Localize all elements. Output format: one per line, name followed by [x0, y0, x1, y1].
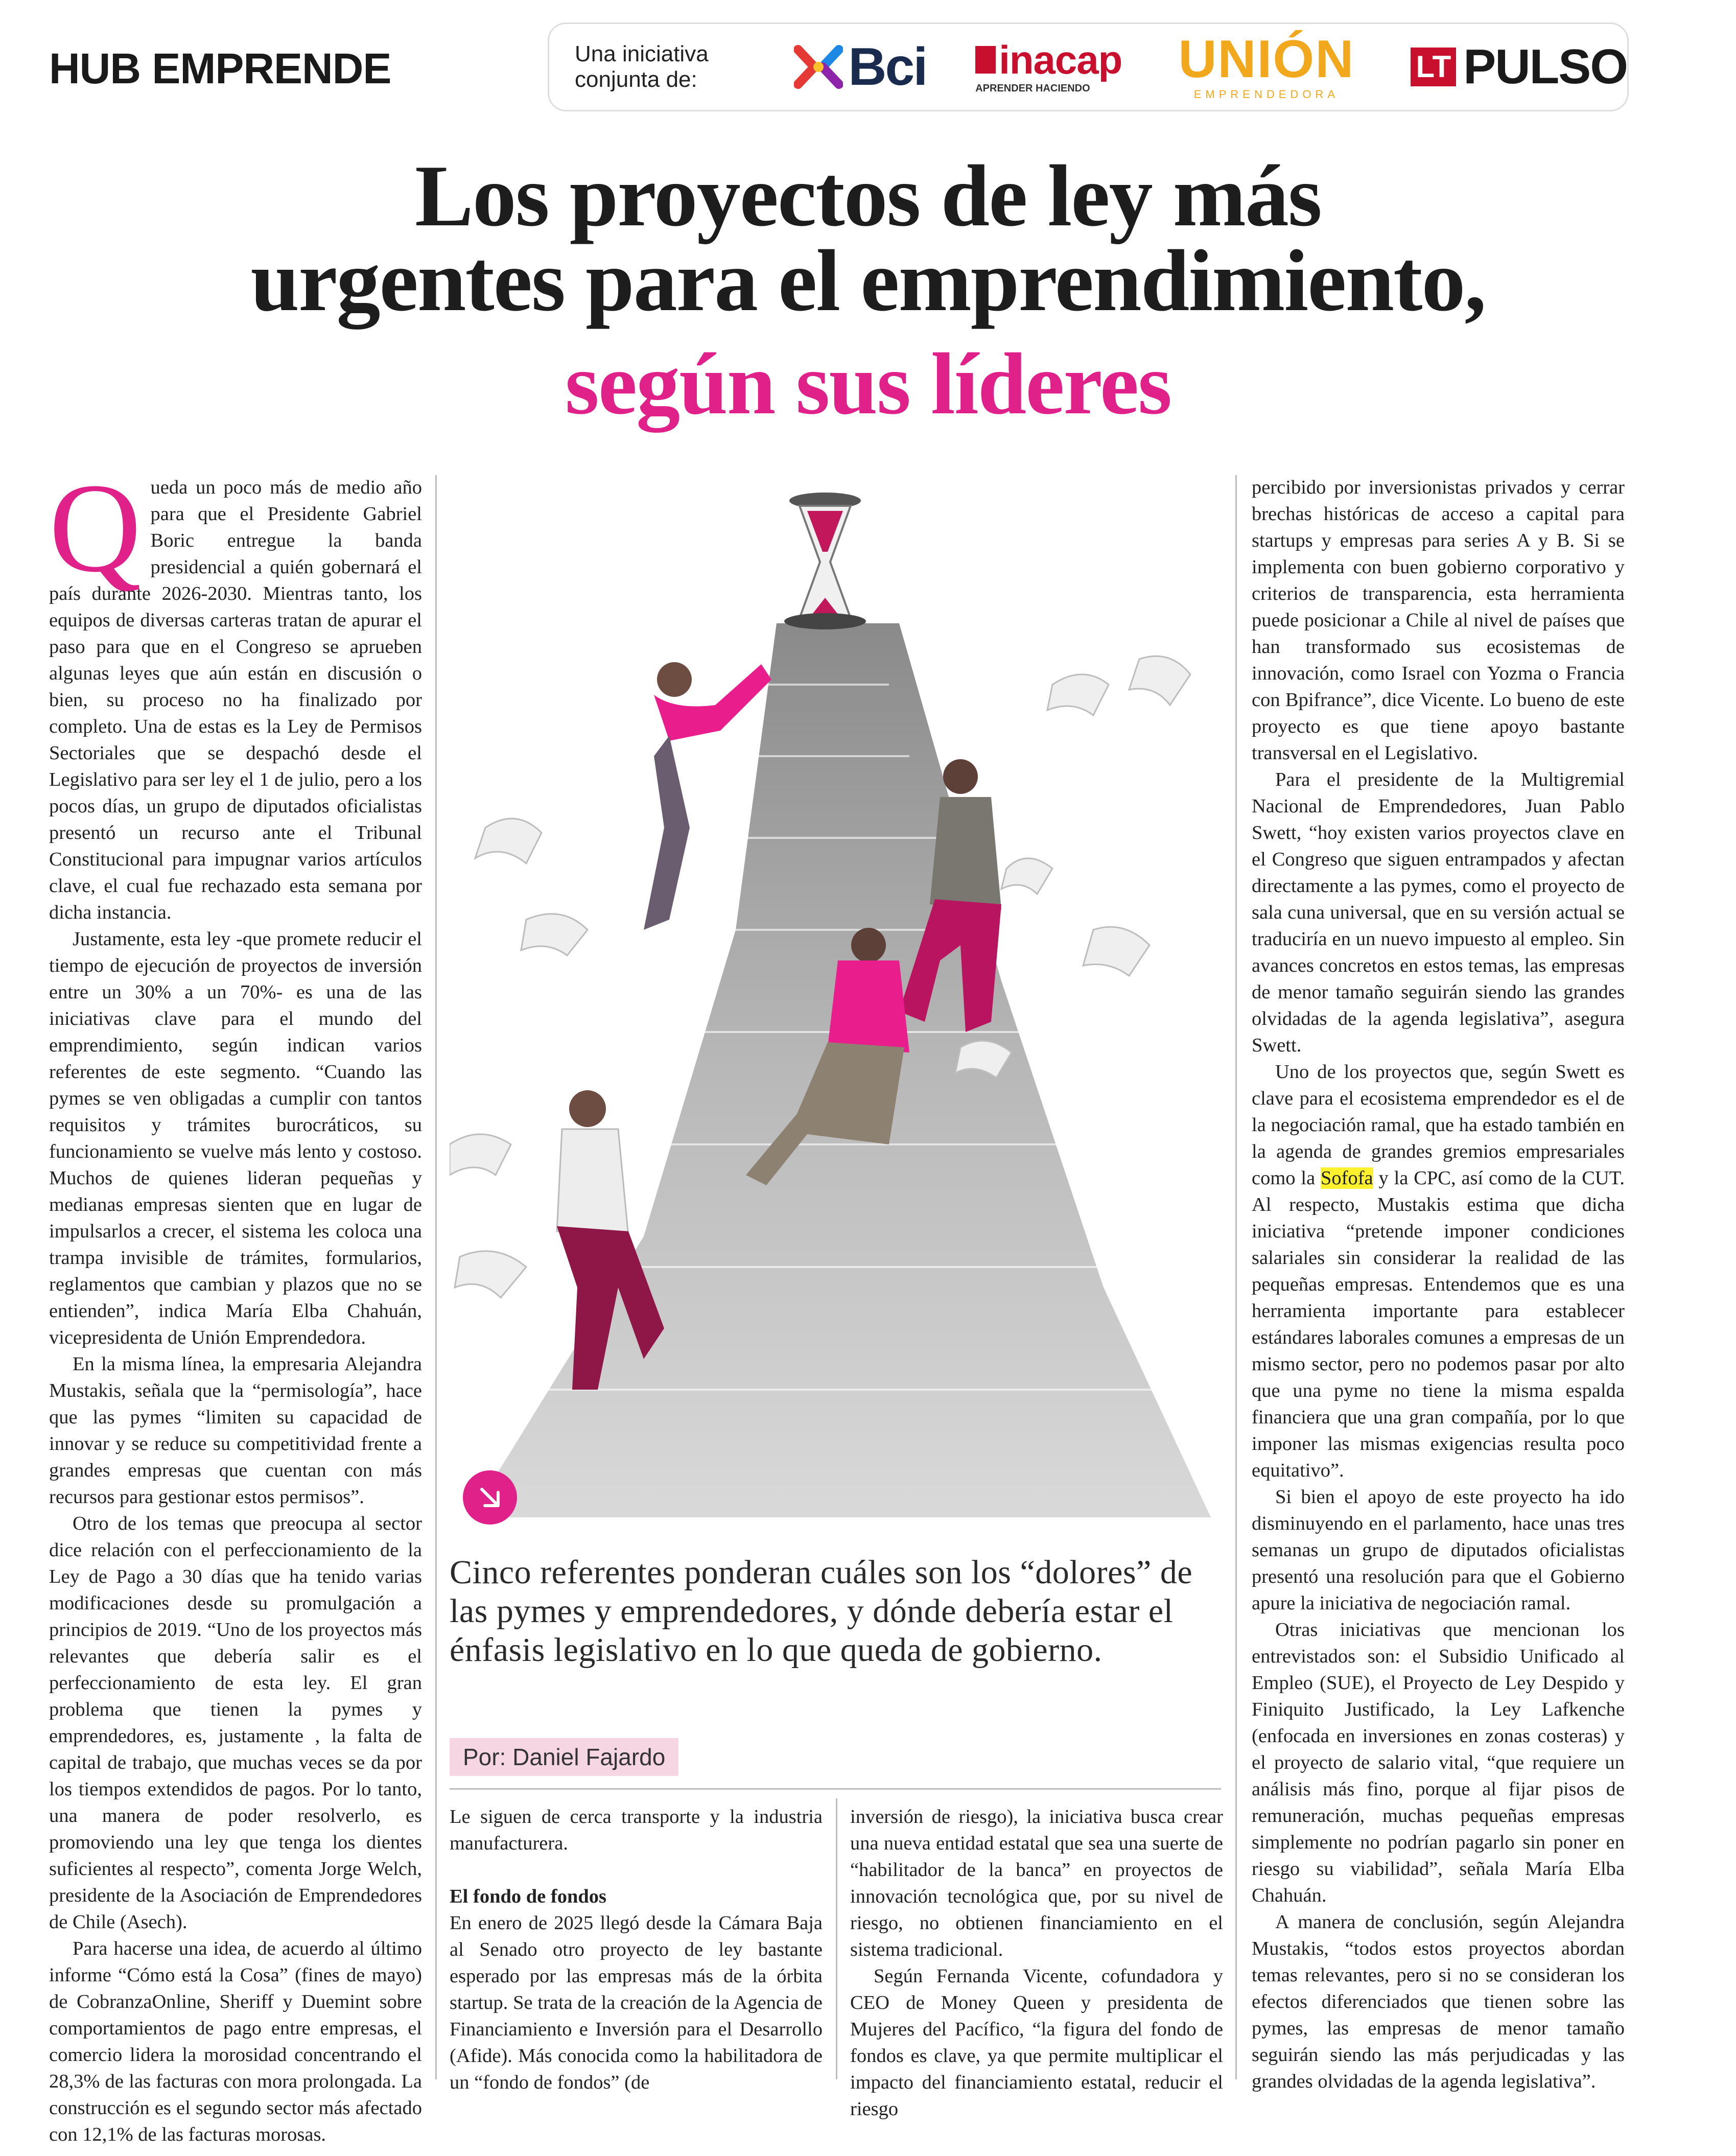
inacap-tagline: APRENDER HACIENDO: [975, 82, 1090, 94]
paragraph: percibido por inversionistas privados y cerrar brechas históricas de acceso a capital para startups y empresas para series A y B. Si se implementa con buen gobierno corporativo y criterios de transparencia, esta herramienta puede posicionar a Chile al nivel de países que han transformado sus ecosistemas de innovación, como Israel con Yozma o Francia con Bpifrance”, dice Vicente. Lo bueno de este proyecto es que tiene apoyo bastante transversal en el Legislativo.: [1252, 477, 1625, 764]
bci-logo[interactable]: [794, 37, 926, 98]
column-divider: [435, 475, 437, 2079]
paragraph: Según Fernanda Vicente, cofundadora y CEO de Money Queen y presidenta de Mujeres del Pacífico, “la figura del fondo de fondos es clave, ya que permite multiplicar el impacto del financiamiento estatal, reducir el riesgo: [850, 1965, 1223, 2120]
paragraph: Para el presidente de la Multigremial Nacional de Emprendedores, Juan Pablo Swett, “hoy existen varios proyectos clave en el Congreso que siguen entrampados y afectan directamente a las pymes, como el proyecto de sala cuna universal, que en su versión actual se traduciría en un nuevo impuesto al empleo. Sin avances concretos en estos temas, las empresas de menor tamaño seguirán siendo las grandes olvidadas de la agenda legislativa”, asegura Swett.: [1252, 769, 1625, 1056]
union-wordmark: UNIÓN: [1178, 30, 1355, 89]
union-tagline: EMPRENDEDORA: [1193, 88, 1339, 101]
article-deck: Cinco referentes ponderan cuáles son los “dolores” de las pymes y emprendedores, y dónde debería estar el énfasis legislativo en lo que queda de gobierno.: [450, 1554, 1193, 1669]
bci-x-icon: [794, 42, 843, 91]
paragraph: Si bien el apoyo de este proyecto ha ido disminuyendo en el parlamento, hace unas tres semanas un grupo de diputados oficialistas presentó una resolución para que el Gobierno apure la iniciativa de negociación ramal.: [1252, 1486, 1625, 1614]
hourglass-icon: [784, 493, 866, 629]
paragraph-text: y la CPC, así como de la CUT. Al respecto, Mustakis estima que dicha iniciativa “pretende imponer condiciones salariales sin considerar la realidad de las pequeñas empresas. Entendemos que es una herramienta importante para establecer estándares laborales comunes a empresas de un mismo sector, pero no podemos pasar por alto que una pyme no tiene la misma espalda financiera que una gran compañía, por lo que imponer las mismas exigencias resulta poco equitativo”.: [1252, 1167, 1625, 1481]
inacap-logo[interactable]: [975, 37, 1122, 95]
lt-mark: LT: [1411, 48, 1456, 86]
inacap-mark-icon: [975, 46, 996, 74]
headline-line-3: según sus líderes: [565, 336, 1171, 433]
article-column-1: [49, 457, 422, 2148]
paragraph: Otras iniciativas que mencionan los entrevistados son: el Subsidio Unificado al Empleo (SUE), el Proyecto de Ley Despido y Finiquito Justificado, la Ley Lafkenche (enfocada en inversiones en zonas costeras) y el proyecto de salario vital, “que requiere un análisis más fino, porque al fijar pisos de remuneración, muchas pequeñas empresas simplemente no podrían pagarlo sin poner en riesgo su viabilidad”, señala María Elba Chahuán.: [1252, 1619, 1625, 1906]
column-divider: [836, 1798, 837, 2079]
subheading: El fondo de fondos: [450, 1886, 607, 1907]
paragraph: ueda un poco más de medio año para que el Presidente Gabriel Boric entregue la banda presidencial a quién gobernará el país durante 2026-2030. Mientras tanto, los equipos de diversas carteras tratan de apurar el paso para que en el Congreso se aprueben algunas leyes que aún están en discusión o bien, su proceso no ha finalizado por completo. Una de estas es la Ley de Permisos Sectoriales que se despachó desde el Legislativo para ser ley el 1 de julio, pero a los pocos días, un grupo de diputados oficialistas presentó un recurso ante el Tribunal Constitucional para impugnar varios artículos clave, el cual fue rechazado esta semana por dicha instancia.: [49, 477, 422, 923]
union-emprendedora-logo[interactable]: [1178, 30, 1355, 101]
headline-line-1: Los proyectos de ley más: [415, 148, 1321, 245]
paragraph: [1252, 1059, 1625, 1484]
headline-line-2: urgentes para el emprendimiento,: [250, 232, 1486, 330]
article-column-4: [1252, 474, 1625, 2095]
drop-cap: Q: [49, 457, 142, 599]
sponsor-bar: [548, 22, 1629, 111]
arrow-down-right-button[interactable]: [463, 1470, 517, 1525]
byline: Por: Daniel Fajardo: [450, 1738, 678, 1776]
section-title: HUB EMPRENDE: [49, 44, 391, 92]
paragraph: Otro de los temas que preocupa al sector dice relación con el perfeccionamiento de la Ley de Pago a 30 días que ha tenido varias modificaciones desde su promulgación a principios de 2019. “Uno de los proyectos más relevantes que debería salir es el perfeccionamiento de esta ley. El gran problema que tienen la pymes y emprendedores, es, justamente , la falta de capital de trabajo, que muchas veces se da por los tiempos extendidos de pagos. Por lo tanto, una manera de poder resolverlo, es promoviendo una ley que tenga los dientes suficientes al respecto”, comenta Jorge Welch, presidente de la Asociación de Emprendedores de Chile (Asech).: [49, 1513, 422, 1933]
bci-wordmark: Bci: [848, 37, 927, 97]
highlighted-word: Sofofa: [1321, 1167, 1373, 1189]
paragraph: A manera de conclusión, según Alejandra Mustakis, “todos estos proyectos abordan temas relevantes, pero si no se consideran los efectos diferenciados que tienen sobre las pymes, las empresas de menor tamaño seguirán siendo las más perjudicadas y las grandes olvidadas de la agenda legislativa”.: [1252, 1911, 1625, 2092]
column-divider: [1235, 475, 1237, 2079]
pulso-wordmark: PULSO: [1463, 39, 1627, 94]
paragraph: Para hacerse una idea, de acuerdo al último informe “Cómo está la Cosa” (fines de mayo) de CobranzaOnline, Sheriff y Duemint sobre comportamientos de pago entre empresas, el comercio lidera la morosidad concentrando el 28,3% de las facturas con mora prolongada. La construcción es el segundo sector más afectado con 12,1% de las facturas morosas.: [49, 1938, 422, 2145]
arrow-down-right-icon: [476, 1483, 504, 1512]
article-column-2: [450, 1803, 823, 2096]
paragraph: inversión de riesgo), la iniciativa busca crear una nueva entidad estatal que sea una suerte de “habilitador de la banca” en proyectos de innovación tecnológica que, por su nivel de riesgo, no obtienen financiamiento en el sistema tradicional.: [850, 1806, 1223, 1960]
sponsor-intro: Una iniciativa conjunta de:: [575, 41, 709, 92]
lt-pulso-logo[interactable]: [1411, 39, 1627, 95]
byline-rule: [450, 1788, 1221, 1790]
inacap-wordmark: inacap: [999, 37, 1122, 82]
paragraph: En enero de 2025 llegó desde la Cámara Baja al Senado otro proyecto de ley bastante esperado por las empresas más de la órbita startup. Se trata de la creación de la Agencia de Financiamiento e Inversión para el Desarrollo (Afide). Más conocida como la habilitadora de un “fondo de fondos” (de: [450, 1912, 823, 2093]
climbers-paper-mountain-illustration: [450, 470, 1216, 1522]
paragraph-text: Uno de los proyectos que, según Swett es clave para el ecosistema emprendedor es el de la negociación ramal, que ha estado también en la agenda de grandes gremios empresariales como la: [1252, 1061, 1625, 1189]
paragraph: En la misma línea, la empresaria Alejandra Mustakis, señala que la “permisología”, hace que las pymes “limiten su capacidad de innovar y se reduce su competitividad frente a grandes empresas que cuentan con más recursos para gestionar estos permisos”.: [49, 1353, 422, 1508]
paragraph: Le siguen de cerca transporte y la industria manufacturera.: [450, 1806, 823, 1854]
article-column-3: [850, 1803, 1223, 2122]
paragraph: Justamente, esta ley -que promete reducir el tiempo de ejecución de proyectos de inversión entre un 30% a un 70%- es una de las iniciativas clave para el mundo del emprendimiento, según indican varios referentes de este segmento. “Cuando las pymes se ven obligadas a cumplir con tantos requisitos y trámites burocráticos, su funcionamiento se vuelve más lento y costoso. Muchos de quienes lideran pequeñas y medianas empresas sienten que en lugar de impulsarlos a crecer, el sistema les coloca una trampa invisible de trámites, formularios, reglamentos que cambian y plazos que no se entienden”, indica María Elba Chahuán, vicepresidenta de Unión Emprendedora.: [49, 928, 422, 1348]
